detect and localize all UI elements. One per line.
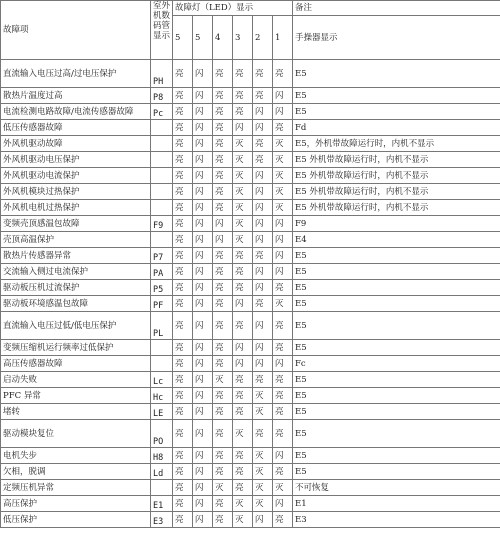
handheld-remark: E5 [293, 104, 500, 120]
fault-name: 外风机驱动电流保护 [1, 168, 151, 184]
led-column-header: 5 [173, 16, 193, 60]
led-state: 亮 [173, 420, 193, 448]
led-state: 闪 [213, 232, 233, 248]
led-state: 亮 [233, 448, 253, 464]
led-state: 闪 [253, 232, 273, 248]
led-state: 亮 [213, 136, 233, 152]
led-state: 闪 [253, 312, 273, 340]
led-state: 亮 [213, 120, 233, 136]
outdoor-code: Pc [151, 104, 173, 120]
led-state: 闪 [193, 248, 213, 264]
led-state: 亮 [173, 248, 193, 264]
led-state: 亮 [253, 248, 273, 264]
led-state: 闪 [273, 496, 293, 512]
led-state: 亮 [173, 136, 193, 152]
outdoor-code: F9 [151, 216, 173, 232]
outdoor-code [151, 232, 173, 248]
led-state: 亮 [213, 200, 233, 216]
led-state: 亮 [233, 464, 253, 480]
led-state: 闪 [193, 136, 213, 152]
led-state: 闪 [193, 232, 213, 248]
led-state: 亮 [253, 152, 273, 168]
led-state: 闪 [193, 264, 213, 280]
led-state: 闪 [233, 340, 253, 356]
led-column-header: 2 [253, 16, 273, 60]
led-state: 亮 [173, 388, 193, 404]
outdoor-code [151, 356, 173, 372]
led-state: 灭 [273, 480, 293, 496]
fault-name: 交流输入侧过电流保护 [1, 264, 151, 280]
led-state: 灭 [273, 152, 293, 168]
led-state: 亮 [173, 88, 193, 104]
led-state: 亮 [173, 104, 193, 120]
led-state: 闪 [253, 512, 273, 528]
led-state: 亮 [173, 480, 193, 496]
handheld-remark: E5 [293, 296, 500, 312]
led-state: 亮 [173, 464, 193, 480]
led-state: 亮 [273, 120, 293, 136]
handheld-remark: E5 外机带故障运行时，内机不显示 [293, 152, 500, 168]
led-state: 灭 [213, 372, 233, 388]
led-state: 闪 [273, 264, 293, 280]
fault-name: 欠相，脱调 [1, 464, 151, 480]
handheld-remark: E5 外机带故障运行时，内机不显示 [293, 200, 500, 216]
table-row [1, 296, 500, 312]
led-state: 亮 [173, 232, 193, 248]
led-state: 亮 [173, 372, 193, 388]
led-state: 闪 [253, 264, 273, 280]
fault-name: 低压保护 [1, 512, 151, 528]
fault-name: 外风机驱动电压保护 [1, 152, 151, 168]
outdoor-code [151, 480, 173, 496]
handheld-remark: Fd [293, 120, 500, 136]
table-row [1, 136, 500, 152]
outdoor-code: PO [151, 420, 173, 448]
led-state: 亮 [253, 420, 273, 448]
led-state: 灭 [233, 184, 253, 200]
fault-name: 直流输入电压过高/过电压保护 [1, 60, 151, 88]
led-state: 亮 [273, 404, 293, 420]
led-state: 亮 [273, 464, 293, 480]
handheld-remark: E5 [293, 248, 500, 264]
table-row [1, 372, 500, 388]
led-state: 亮 [273, 60, 293, 88]
led-state: 闪 [253, 200, 273, 216]
led-state: 灭 [233, 200, 253, 216]
led-state: 闪 [193, 404, 213, 420]
led-state: 亮 [233, 280, 253, 296]
led-state: 闪 [193, 312, 213, 340]
handheld-remark: E5 [293, 372, 500, 388]
led-state: 亮 [233, 404, 253, 420]
led-state: 亮 [173, 340, 193, 356]
led-state: 亮 [253, 296, 273, 312]
led-state: 灭 [273, 200, 293, 216]
led-column-header: 3 [233, 16, 253, 60]
table-row [1, 200, 500, 216]
fault-name: 驱动板环境感温包故障 [1, 296, 151, 312]
led-state: 亮 [173, 448, 193, 464]
led-state: 亮 [213, 312, 233, 340]
led-state: 灭 [233, 496, 253, 512]
led-state: 闪 [193, 120, 213, 136]
fault-name: 外风机驱动故障 [1, 136, 151, 152]
led-state: 闪 [193, 88, 213, 104]
handheld-remark: 不可恢复 [293, 480, 500, 496]
fault-name: 电流检测电路故障/电流传感器故障 [1, 104, 151, 120]
outdoor-code-header: 室外机数码管显示 [151, 1, 173, 60]
outdoor-code [151, 340, 173, 356]
led-state: 亮 [173, 512, 193, 528]
fault-name: 堵转 [1, 404, 151, 420]
fault-name: 高压传感器故障 [1, 356, 151, 372]
led-state: 闪 [273, 356, 293, 372]
table-row [1, 152, 500, 168]
led-state: 亮 [233, 248, 253, 264]
fault-name: 变频壳顶感温包故障 [1, 216, 151, 232]
table-row [1, 480, 500, 496]
led-state: 闪 [193, 60, 213, 88]
outdoor-code: P5 [151, 280, 173, 296]
led-state: 亮 [213, 104, 233, 120]
led-state: 闪 [193, 496, 213, 512]
led-state: 亮 [213, 264, 233, 280]
handheld-remark: E5 外机带故障运行时，内机不显示 [293, 168, 500, 184]
led-state: 亮 [253, 88, 273, 104]
led-state: 闪 [193, 152, 213, 168]
remarks-header: 备注 [293, 1, 500, 16]
table-row [1, 216, 500, 232]
led-state: 亮 [173, 152, 193, 168]
led-state: 亮 [233, 312, 253, 340]
table-row [1, 448, 500, 464]
led-state: 灭 [233, 216, 253, 232]
led-state: 亮 [253, 372, 273, 388]
handheld-remark: E5 [293, 280, 500, 296]
fault-name: 变频压缩机运行频率过低保护 [1, 340, 151, 356]
handheld-remark: E5 [293, 420, 500, 448]
table-row [1, 264, 500, 280]
led-state: 闪 [253, 280, 273, 296]
handheld-remark: E5 [293, 388, 500, 404]
handheld-remark: E1 [293, 496, 500, 512]
led-state: 亮 [233, 264, 253, 280]
outdoor-code [151, 152, 173, 168]
handheld-remark: E5，外机带故障运行时，内机不显示 [293, 136, 500, 152]
led-state: 灭 [253, 464, 273, 480]
led-state: 闪 [273, 216, 293, 232]
led-state: 亮 [213, 448, 233, 464]
led-state: 闪 [193, 464, 213, 480]
led-state: 亮 [173, 312, 193, 340]
fault-item-header: 故障项 [1, 1, 151, 60]
led-state: 亮 [233, 88, 253, 104]
fault-name: 电机失步 [1, 448, 151, 464]
led-state: 亮 [213, 280, 233, 296]
table-row [1, 420, 500, 448]
handheld-remark: E5 [293, 340, 500, 356]
led-state: 灭 [253, 496, 273, 512]
led-state: 闪 [273, 232, 293, 248]
fault-name: 驱动模块复位 [1, 420, 151, 448]
fault-name: 低压传感器故障 [1, 120, 151, 136]
led-state: 闪 [193, 420, 213, 448]
outdoor-code: Hc [151, 388, 173, 404]
led-state: 亮 [233, 60, 253, 88]
led-state: 亮 [213, 168, 233, 184]
led-state: 灭 [213, 480, 233, 496]
table-header-row [1, 1, 500, 16]
led-state: 亮 [233, 372, 253, 388]
led-state: 灭 [273, 136, 293, 152]
led-state: 闪 [193, 104, 213, 120]
outdoor-code [151, 120, 173, 136]
led-state: 灭 [233, 168, 253, 184]
led-state: 闪 [273, 104, 293, 120]
led-state: 闪 [193, 296, 213, 312]
handheld-remark: E3 [293, 512, 500, 528]
led-state: 亮 [213, 152, 233, 168]
table-row [1, 120, 500, 136]
table-row [1, 356, 500, 372]
table-row [1, 388, 500, 404]
led-state: 亮 [173, 496, 193, 512]
table-row [1, 184, 500, 200]
led-state: 闪 [253, 356, 273, 372]
led-state: 闪 [273, 448, 293, 464]
fault-name: 高压保护 [1, 496, 151, 512]
led-state: 亮 [253, 60, 273, 88]
led-state: 亮 [173, 200, 193, 216]
led-state: 闪 [193, 168, 213, 184]
led-state: 亮 [173, 184, 193, 200]
led-state: 亮 [213, 340, 233, 356]
led-state: 闪 [233, 356, 253, 372]
led-state: 亮 [173, 264, 193, 280]
led-state: 闪 [193, 216, 213, 232]
outdoor-code [151, 168, 173, 184]
led-state: 闪 [253, 184, 273, 200]
led-state: 亮 [273, 420, 293, 448]
outdoor-code: P8 [151, 88, 173, 104]
fault-name: 散热片温度过高 [1, 88, 151, 104]
table-row [1, 464, 500, 480]
led-state: 闪 [213, 216, 233, 232]
led-state: 闪 [253, 120, 273, 136]
led-state: 亮 [173, 120, 193, 136]
led-state: 亮 [233, 480, 253, 496]
table-row [1, 404, 500, 420]
led-state: 闪 [193, 372, 213, 388]
led-state: 闪 [253, 168, 273, 184]
fault-name: 散热片传感器异常 [1, 248, 151, 264]
led-state: 闪 [193, 280, 213, 296]
led-state: 闪 [193, 340, 213, 356]
led-state: 亮 [273, 312, 293, 340]
led-state: 闪 [253, 216, 273, 232]
led-state: 亮 [273, 340, 293, 356]
table-row [1, 60, 500, 88]
led-state: 亮 [213, 356, 233, 372]
table-row [1, 248, 500, 264]
led-state: 亮 [213, 388, 233, 404]
table-row [1, 104, 500, 120]
led-state: 灭 [273, 168, 293, 184]
outdoor-code: Lc [151, 372, 173, 388]
led-state: 闪 [193, 512, 213, 528]
led-state: 亮 [273, 372, 293, 388]
led-state: 亮 [233, 104, 253, 120]
table-row [1, 280, 500, 296]
handheld-remark: E5 [293, 312, 500, 340]
led-state: 灭 [233, 232, 253, 248]
led-state: 亮 [213, 88, 233, 104]
table-row [1, 340, 500, 356]
handheld-remark: Fc [293, 356, 500, 372]
fault-name: PFC 异常 [1, 388, 151, 404]
led-state: 闪 [193, 200, 213, 216]
led-state: 亮 [213, 420, 233, 448]
outdoor-code: PA [151, 264, 173, 280]
handheld-remark: E5 [293, 404, 500, 420]
handheld-remark: E5 [293, 60, 500, 88]
table-row [1, 168, 500, 184]
led-display-header: 故障灯（LED）显示 [173, 1, 293, 16]
outdoor-code: PH [151, 60, 173, 88]
handheld-remark: E5 [293, 448, 500, 464]
handheld-remark: E5 [293, 264, 500, 280]
led-state: 亮 [213, 60, 233, 88]
fault-name: 直流输入电压过低/低电压保护 [1, 312, 151, 340]
led-state: 亮 [213, 184, 233, 200]
led-state: 灭 [233, 420, 253, 448]
led-state: 闪 [193, 448, 213, 464]
led-state: 闪 [193, 480, 213, 496]
led-state: 亮 [173, 356, 193, 372]
led-state: 亮 [213, 496, 233, 512]
led-state: 亮 [213, 248, 233, 264]
led-state: 灭 [233, 136, 253, 152]
outdoor-code: E3 [151, 512, 173, 528]
handheld-remark: E4 [293, 232, 500, 248]
led-state: 灭 [253, 404, 273, 420]
led-state: 闪 [193, 356, 213, 372]
led-state: 亮 [213, 404, 233, 420]
led-state: 灭 [273, 296, 293, 312]
outdoor-code: PL [151, 312, 173, 340]
led-column-header: 1 [273, 16, 293, 60]
led-state: 亮 [213, 464, 233, 480]
fault-name: 外风机电机过热保护 [1, 200, 151, 216]
fault-name: 定频压机异常 [1, 480, 151, 496]
led-state: 灭 [253, 388, 273, 404]
led-state: 亮 [173, 216, 193, 232]
handheld-remark: E5 [293, 88, 500, 104]
led-state: 闪 [253, 104, 273, 120]
led-state: 亮 [173, 168, 193, 184]
led-column-header: 4 [213, 16, 233, 60]
outdoor-code: H8 [151, 448, 173, 464]
led-state: 亮 [213, 512, 233, 528]
led-state: 亮 [273, 512, 293, 528]
led-state: 灭 [253, 448, 273, 464]
table-row [1, 496, 500, 512]
led-state: 闪 [233, 120, 253, 136]
outdoor-code: Ld [151, 464, 173, 480]
outdoor-code: P7 [151, 248, 173, 264]
led-state: 闪 [233, 296, 253, 312]
handheld-remark: E5 外机带故障运行时，内机不显示 [293, 184, 500, 200]
outdoor-code: LE [151, 404, 173, 420]
outdoor-code: E1 [151, 496, 173, 512]
outdoor-code [151, 184, 173, 200]
led-state: 亮 [173, 280, 193, 296]
led-state: 亮 [233, 388, 253, 404]
led-state: 灭 [273, 184, 293, 200]
led-state: 亮 [173, 404, 193, 420]
led-state: 亮 [213, 296, 233, 312]
led-state: 灭 [253, 480, 273, 496]
outdoor-code: PF [151, 296, 173, 312]
led-state: 亮 [273, 388, 293, 404]
led-state: 闪 [273, 248, 293, 264]
table-row [1, 512, 500, 528]
led-state: 灭 [233, 512, 253, 528]
led-state: 亮 [173, 296, 193, 312]
handheld-remark: E5 [293, 464, 500, 480]
table-row [1, 232, 500, 248]
table-row [1, 312, 500, 340]
led-state: 闪 [193, 388, 213, 404]
led-state: 闪 [273, 88, 293, 104]
handheld-display-header: 手操器显示 [293, 16, 500, 60]
led-state: 亮 [173, 60, 193, 88]
led-state: 亮 [273, 280, 293, 296]
fault-name: 外风机模块过热保护 [1, 184, 151, 200]
outdoor-code [151, 136, 173, 152]
fault-name: 驱动板压机过流保护 [1, 280, 151, 296]
led-state: 闪 [193, 184, 213, 200]
outdoor-code [151, 200, 173, 216]
table-row [1, 88, 500, 104]
led-column-header: 5 [193, 16, 213, 60]
fault-name: 启动失败 [1, 372, 151, 388]
led-state: 灭 [233, 152, 253, 168]
handheld-remark: F9 [293, 216, 500, 232]
led-state: 亮 [253, 136, 273, 152]
led-state: 闪 [253, 340, 273, 356]
fault-name: 壳顶高温保护 [1, 232, 151, 248]
